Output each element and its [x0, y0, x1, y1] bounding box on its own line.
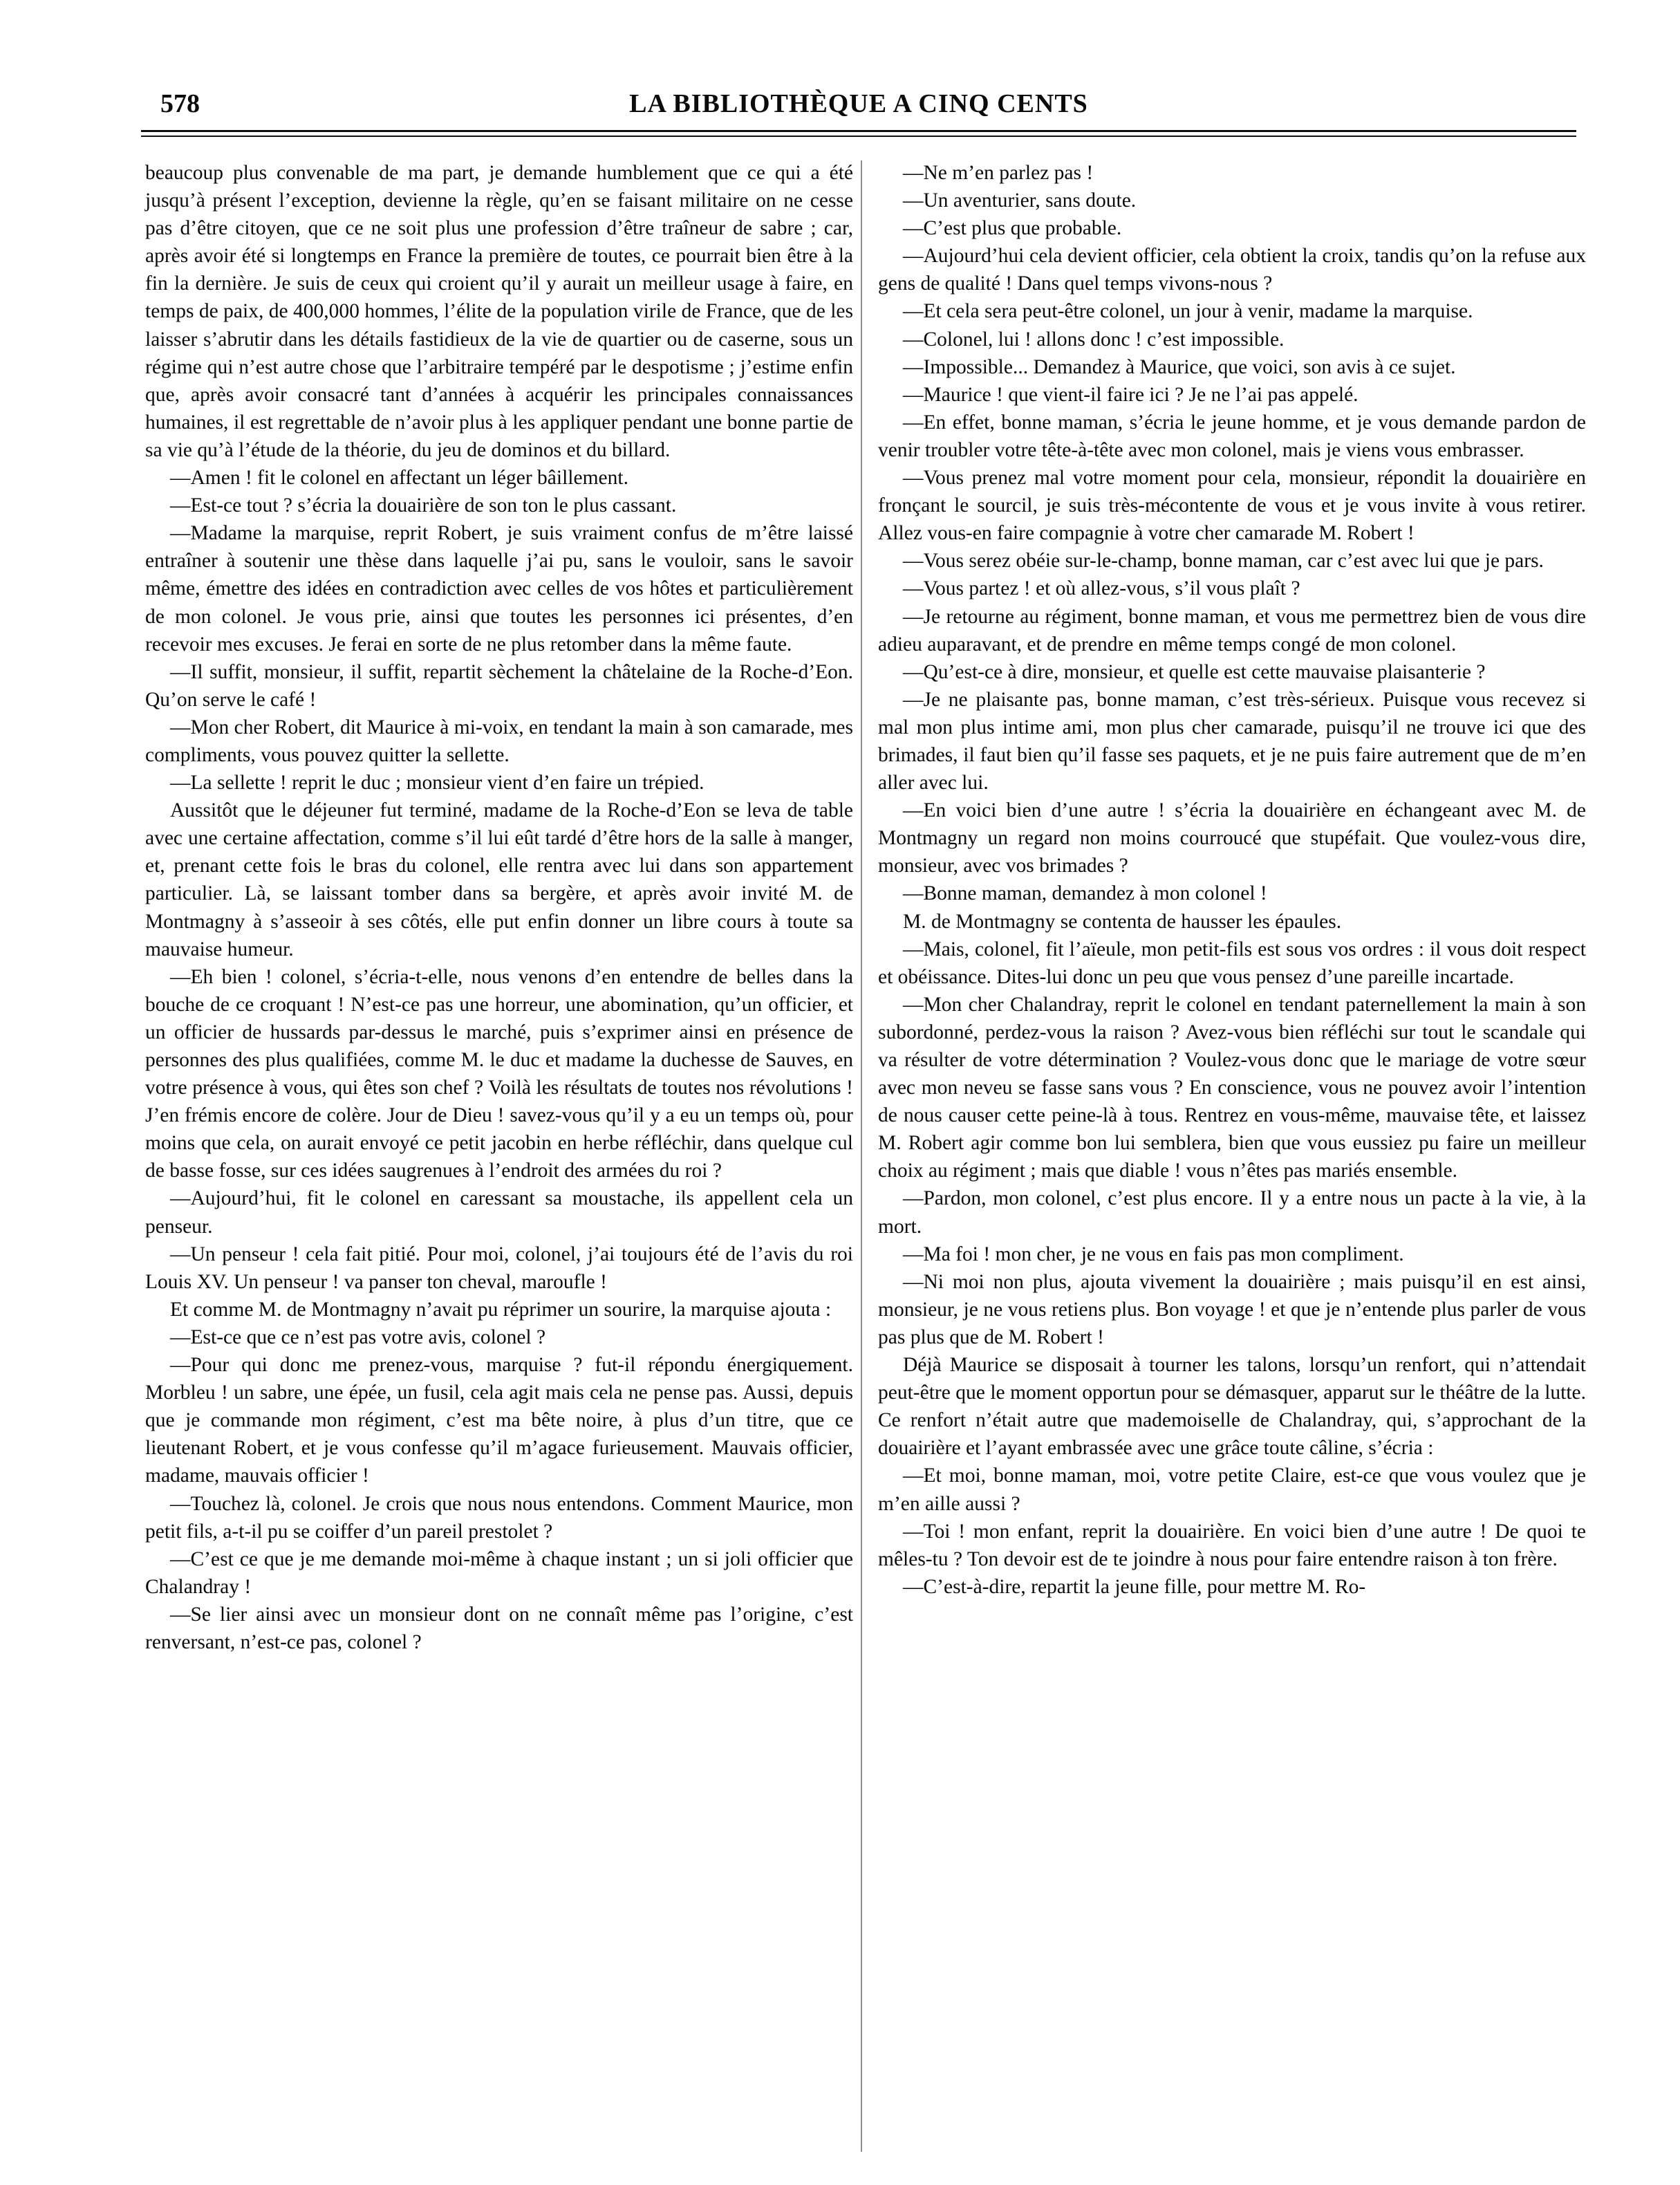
- paragraph: —Et cela sera peut-être colonel, un jour à venir, madame la marquise.: [903, 300, 1473, 323]
- paragraph: —La sellette ! reprit le duc ; monsieur vient d’en faire un trépied.: [170, 772, 704, 794]
- left-column: [145, 159, 853, 1656]
- paragraph: —Aujourd’hui, fit le colonel en caressant sa moustache, ils appellent cela un penseur.: [145, 1187, 853, 1238]
- running-title: LA BIBLIOTHÈQUE A CINQ CENTS: [629, 89, 1088, 118]
- paragraph: —Touchez là, colonel. Je crois que nous nous entendons. Comment Maurice, mon petit fils, a-t-il pu se coiffer d’un pareil prestolet ?: [145, 1492, 853, 1543]
- paragraph: —Bonne maman, demandez à mon colonel !: [903, 882, 1267, 905]
- paragraph: —Qu’est-ce à dire, monsieur, et quelle est cette mauvaise plaisanterie ?: [903, 660, 1486, 683]
- paragraph: —Impossible... Demandez à Maurice, que voici, son avis à ce sujet.: [903, 355, 1456, 378]
- paragraph: Déjà Maurice se disposait à tourner les talons, lorsqu’un renfort, qui n’attendait peut-être que le moment opportun pour se démasquer, apparut sur le théâtre de la lutte. Ce renfort n’était autre que mademoiselle de Chalandray, qui, s’approchant de la douairière et l’ayant embrassée avec une grâce toute câline, s’écria :: [878, 1354, 1586, 1460]
- paragraph: —Pour qui donc me prenez-vous, marquise ? fut-il répondu énergiquement. Morbleu ! un sabre, une épée, un fusil, cela agit mais cela ne pense pas. Aussi, depuis que je commande mon régiment, c’est ma bête noire, à plus d’un titre, que ce lieutenant Robert, et je vous confesse qu’il m’agace furieusement. Mauvais officier, madame, mauvais officier !: [145, 1354, 853, 1487]
- paragraph: —Mon cher Chalandray, reprit le colonel en tendant paternellement la main à son subordonné, perdez-vous la raison ? Avez-vous bien réfléchi sur tout le scandale qui va résulter de votre détermination ? Voulez-vous donc que le mariage de votre sœur avec mon neveu se fasse sans vous ? En conscience, vous ne pouvez avoir l’intention de nous causer cette peine-là à tous. Rentrez en vous-même, mauvaise tête, et laissez M. Robert agir comme bon lui semblera, bien que vous eussiez pu faire un meilleur choix au régiment ; mais que diable ! vous n’êtes pas mariés ensemble.: [878, 993, 1586, 1182]
- paragraph: Aussitôt que le déjeuner fut terminé, madame de la Roche-d’Eon se leva de table avec une certaine affectation, comme s’il lui eût tardé d’être hors de la salle à manger, et, prenant cette fois le bras du colonel, elle rentra avec lui dans son appartement particulier. Là, se laissant tomber dans sa bergère, et après avoir invité M. de Montmagny à s’asseoir à ses côtés, elle put enfin donner un libre cours à toute sa mauvaise humeur.: [145, 799, 853, 960]
- paragraph: —C’est-à-dire, repartit la jeune fille, pour mettre M. Ro-: [903, 1575, 1366, 1598]
- paragraph: —En effet, bonne maman, s’écria le jeune homme, et je vous demande pardon de venir troubler votre tête-à-tête avec mon colonel, mais je viens vous embrasser.: [878, 411, 1586, 461]
- paragraph: —En voici bien d’une autre ! s’écria la douairière en échangeant avec M. de Montmagny un regard non moins courroucé que stupéfait. Que voulez-vous dire, monsieur, avec vos brimades ?: [878, 799, 1586, 877]
- paragraph: —Et moi, bonne maman, moi, votre petite Claire, est-ce que vous voulez que je m’en aille aussi ?: [878, 1465, 1586, 1515]
- paragraph: —Vous prenez mal votre moment pour cela, monsieur, répondit la douairière en fronçant le sourcil, je suis très-mécontente de vous et je vous invite à vous retirer. Allez vous-en faire compagnie à votre cher camarade M. Robert !: [878, 467, 1586, 545]
- paragraph: —Mon cher Robert, dit Maurice à mi-voix, en tendant la main à son camarade, mes compliments, vous pouvez quitter la sellette.: [145, 716, 853, 766]
- paragraph: —C’est ce que je me demande moi-même à chaque instant ; un si joli officier que Chalandray !: [145, 1547, 853, 1598]
- paragraph: —Je ne plaisante pas, bonne maman, c’est très-sérieux. Puisque vous recevez si mal mon plus intime ami, mon plus cher camarade, puisqu’il ne trouve ici que des brimades, il faut bien qu’il fasse ses paquets, et je ne puis faire autrement que de m’en aller avec lui.: [878, 688, 1586, 794]
- paragraph: —Madame la marquise, reprit Robert, je suis vraiment confus de m’être laissé entraîner à soutenir une thèse dans laquelle j’ai pu, sans le vouloir, sans le savoir même, émettre des idées en contradiction avec celles de vos hôtes et particulièrement de mon colonel. Je vous prie, ainsi que toutes les personnes ici présentes, d’en recevoir mes excuses. Je ferai en sorte de ne plus retomber dans la même faute.: [145, 522, 853, 656]
- paragraph: —Ne m’en parlez pas !: [903, 162, 1094, 184]
- paragraph: M. de Montmagny se contenta de hausser les épaules.: [903, 910, 1342, 933]
- paragraph: —Ma foi ! mon cher, je ne vous en fais pas mon compliment.: [903, 1243, 1404, 1265]
- column-divider: [861, 160, 862, 2152]
- paragraph: —Eh bien ! colonel, s’écria-t-elle, nous venons d’en entendre de belles dans la bouche de ce croquant ! N’est-ce pas une horreur, une abomination, qu’un officier, et un officier de hussards par-dessus le marché, puis s’exprimer ainsi en présence de personnes des plus qualifiées, comme M. le duc et madame la duchesse de Sauves, en votre présence à vous, qui êtes son chef ? Voilà les résultats de toutes nos révolutions ! J’en frémis encore de colère. Jour de Dieu ! savez-vous qu’il y a eu un temps où, pour moins que cela, on aurait envoyé ce petit jacobin en herbe réfléchir, dans quelque cul de basse fosse, sur ces idées saugrenues à l’endroit des armées du roi ?: [145, 965, 853, 1182]
- page-header: [141, 89, 1576, 126]
- paragraph: Et comme M. de Montmagny n’avait pu réprimer un sourire, la marquise ajouta :: [170, 1298, 832, 1321]
- paragraph: —Mais, colonel, fit l’aïeule, mon petit-fils est sous vos ordres : il vous doit respect et obéissance. Dites-lui donc un peu que vous pensez d’une pareille incartade.: [878, 938, 1586, 988]
- header-rule-thin: [141, 136, 1576, 137]
- header-rule-thick: [141, 130, 1576, 132]
- right-column: [878, 159, 1586, 1601]
- paragraph: —Je retourne au régiment, bonne maman, et vous me permettrez bien de vous dire adieu auparavant, et de prendre en même temps congé de mon colonel.: [878, 605, 1586, 656]
- paragraph: —Est-ce tout ? s’écria la douairière de son ton le plus cassant.: [170, 494, 677, 517]
- page-number: 578: [160, 89, 200, 118]
- paragraph: —Vous partez ! et où allez-vous, s’il vous plaît ?: [903, 577, 1300, 600]
- paragraph: —Amen ! fit le colonel en affectant un léger bâillement.: [170, 467, 628, 490]
- paragraph: —C’est plus que probable.: [903, 217, 1122, 240]
- paragraph: —Ni moi non plus, ajouta vivement la douairière ; mais puisqu’il en est ainsi, monsieur, je ne vous retiens plus. Bon voyage ! et que je n’entende plus parler de vous pas plus que de M. Robert !: [878, 1270, 1586, 1348]
- paragraph: —Il suffit, monsieur, il suffit, repartit sèchement la châtelaine de la Roche-d’Eon. Qu’on serve le café !: [145, 660, 853, 711]
- paragraph: —Aujourd’hui cela devient officier, cela obtient la croix, tandis qu’on la refuse aux gens de qualité ! Dans quel temps vivons-nous ?: [878, 245, 1586, 295]
- paragraph: —Un penseur ! cela fait pitié. Pour moi, colonel, j’ai toujours été de l’avis du roi Louis XV. Un penseur ! va panser ton cheval, maroufle !: [145, 1243, 853, 1293]
- paragraph: —Pardon, mon colonel, c’est plus encore. Il y a entre nous un pacte à la vie, à la mort.: [878, 1187, 1586, 1238]
- paragraph: —Est-ce que ce n’est pas votre avis, colonel ?: [170, 1326, 546, 1348]
- paragraph: —Toi ! mon enfant, reprit la douairière. En voici bien d’une autre ! De quoi te mêles-tu ? Ton devoir est de te joindre à nous pour faire entendre raison à ton frère.: [878, 1520, 1586, 1570]
- paragraph: —Un aventurier, sans doute.: [903, 189, 1137, 212]
- paragraph: —Colonel, lui ! allons donc ! c’est impossible.: [903, 328, 1285, 351]
- paragraph: —Vous serez obéie sur-le-champ, bonne maman, car c’est avec lui que je pars.: [903, 550, 1544, 573]
- paragraph: beaucoup plus convenable de ma part, je demande humblement que ce qui a été jusqu’à présent l’exception, devienne la règle, qu’en se faisant militaire on ne cesse pas d’être citoyen, que ce ne soit plus une profession d’être traîneur de sabre ; car, après avoir été si longtemps en France la première de toutes, ce pourrait bien être à la fin la dernière. Je suis de ceux qui croient qu’il y aurait un meilleur usage à faire, en temps de paix, de 400,000 hommes, l’élite de la population virile de France, que de les laisser s’abrutir dans les détails fastidieux de la vie de quartier ou de caserne, sous un régime qui n’est autre chose que l’arbitraire tempéré par le despotisme ; j’estime enfin que, après avoir consacré tant d’années à acquérir les principales connaissances humaines, il est regrettable de n’avoir plus à les appliquer pendant une bonne partie de sa vie qu’à l’étude de la théorie, du jeu de dominos et du billard.: [145, 162, 853, 461]
- paragraph: —Se lier ainsi avec un monsieur dont on ne connaît même pas l’origine, c’est renversant, n’est-ce pas, colonel ?: [145, 1603, 853, 1653]
- paragraph: —Maurice ! que vient-il faire ici ? Je ne l’ai pas appelé.: [903, 383, 1359, 406]
